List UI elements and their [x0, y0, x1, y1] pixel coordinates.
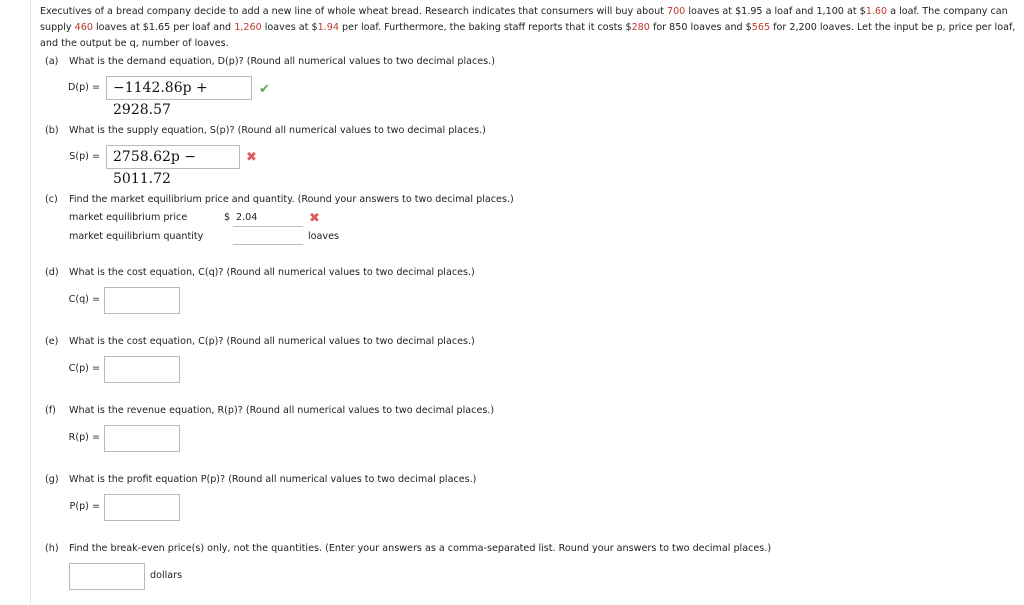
- equilibrium-quantity-input[interactable]: [233, 227, 303, 245]
- equilibrium-price-label: market equilibrium price: [69, 212, 188, 223]
- demand-label: D(p) =: [67, 82, 100, 93]
- cost-p-label: C(p) =: [68, 363, 100, 374]
- revenue-label: R(p) =: [68, 432, 100, 443]
- part-d-question: [45, 266, 1005, 280]
- question-text: What is the cost equation, C(p)? (Round all numerical values to two decimal places.): [69, 336, 475, 347]
- intro-text: loaves at $1.65 per loaf and: [92, 22, 235, 33]
- intro-text: for 2,200 loaves. Let the input be p, price per loaf, and the output be q, number of loaves.: [40, 22, 1016, 49]
- problem-statement: [40, 4, 1020, 52]
- supply-label: S(p) =: [69, 151, 100, 162]
- break-even-answer-input[interactable]: [69, 563, 145, 590]
- part-letter: (a): [45, 56, 59, 67]
- question-text: What is the demand equation, D(p)? (Round all numerical values to two decimal places.): [69, 56, 495, 67]
- intro-text: for 850 loaves and $: [649, 22, 752, 33]
- currency-symbol: $: [224, 212, 231, 223]
- profit-label: P(p) =: [69, 501, 100, 512]
- part-letter: (e): [45, 336, 59, 347]
- part-letter: (c): [45, 194, 58, 205]
- part-letter: (g): [45, 474, 59, 485]
- question-text: What is the revenue equation, R(p)? (Round all numerical values to two decimal places.): [69, 405, 495, 416]
- intro-value-160: 1.60: [865, 6, 888, 17]
- intro-value-700: 700: [666, 6, 686, 17]
- intro-text: loaves at $1.95 a loaf and 1,100 at $: [685, 6, 866, 17]
- check-icon: ✔: [259, 82, 270, 97]
- question-text: What is the supply equation, S(p)? (Round all numerical values to two decimal places.): [69, 125, 486, 136]
- part-h-question: [45, 542, 1005, 556]
- part-letter: (d): [45, 267, 59, 278]
- intro-text: a loaf. The company can supply: [40, 6, 1008, 33]
- question-text: What is the cost equation, C(q)? (Round all numerical values to two decimal places.): [69, 267, 475, 278]
- intro-text: per loaf. Furthermore, the baking staff reports that it costs $: [338, 22, 632, 33]
- equilibrium-quantity-label: market equilibrium quantity: [69, 231, 204, 242]
- part-c-question: [45, 193, 1005, 207]
- profit-answer-input[interactable]: [104, 494, 180, 521]
- cost-q-answer-input[interactable]: [104, 287, 180, 314]
- part-f-question: [45, 404, 1005, 418]
- part-g-question: [45, 473, 1005, 487]
- part-a-question: [45, 55, 1005, 69]
- quantity-unit-label: loaves: [308, 231, 339, 242]
- cost-p-answer-input[interactable]: [104, 356, 180, 383]
- question-text: Find the break-even price(s) only, not the quantities. (Enter your answers as a comma-separated list. Round your answers to two decimal places.): [69, 543, 772, 554]
- equilibrium-price-input[interactable]: 2.04: [233, 209, 303, 227]
- intro-value-194: 1.94: [317, 22, 339, 33]
- part-letter: (h): [45, 543, 59, 554]
- intro-value-280: 280: [631, 22, 650, 33]
- intro-text: loaves at $: [261, 22, 318, 33]
- intro-value-460: 460: [74, 22, 93, 33]
- question-text: What is the profit equation P(p)? (Round all numerical values to two decimal places.): [69, 474, 477, 485]
- intro-text: Executives of a bread company decide to add a new line of whole wheat bread. Research indicates that consumers will buy about: [40, 6, 667, 17]
- cost-q-label: C(q) =: [68, 294, 100, 305]
- dollars-unit-label: dollars: [150, 570, 183, 581]
- cross-icon: ✖: [309, 211, 320, 226]
- question-text: Find the market equilibrium price and quantity. (Round your answers to two decimal places.): [69, 194, 514, 205]
- revenue-answer-input[interactable]: [104, 425, 180, 452]
- part-b-question: [45, 124, 1005, 138]
- part-letter: (f): [45, 405, 56, 416]
- demand-answer-input[interactable]: −1142.86p + 2928.57: [106, 76, 252, 100]
- supply-answer-input[interactable]: 2758.62p − 5011.72: [106, 145, 240, 169]
- intro-value-1260: 1,260: [234, 22, 262, 33]
- cross-icon: ✖: [246, 150, 257, 165]
- part-letter: (b): [45, 125, 59, 136]
- part-e-question: [45, 335, 1005, 349]
- intro-value-565: 565: [751, 22, 771, 33]
